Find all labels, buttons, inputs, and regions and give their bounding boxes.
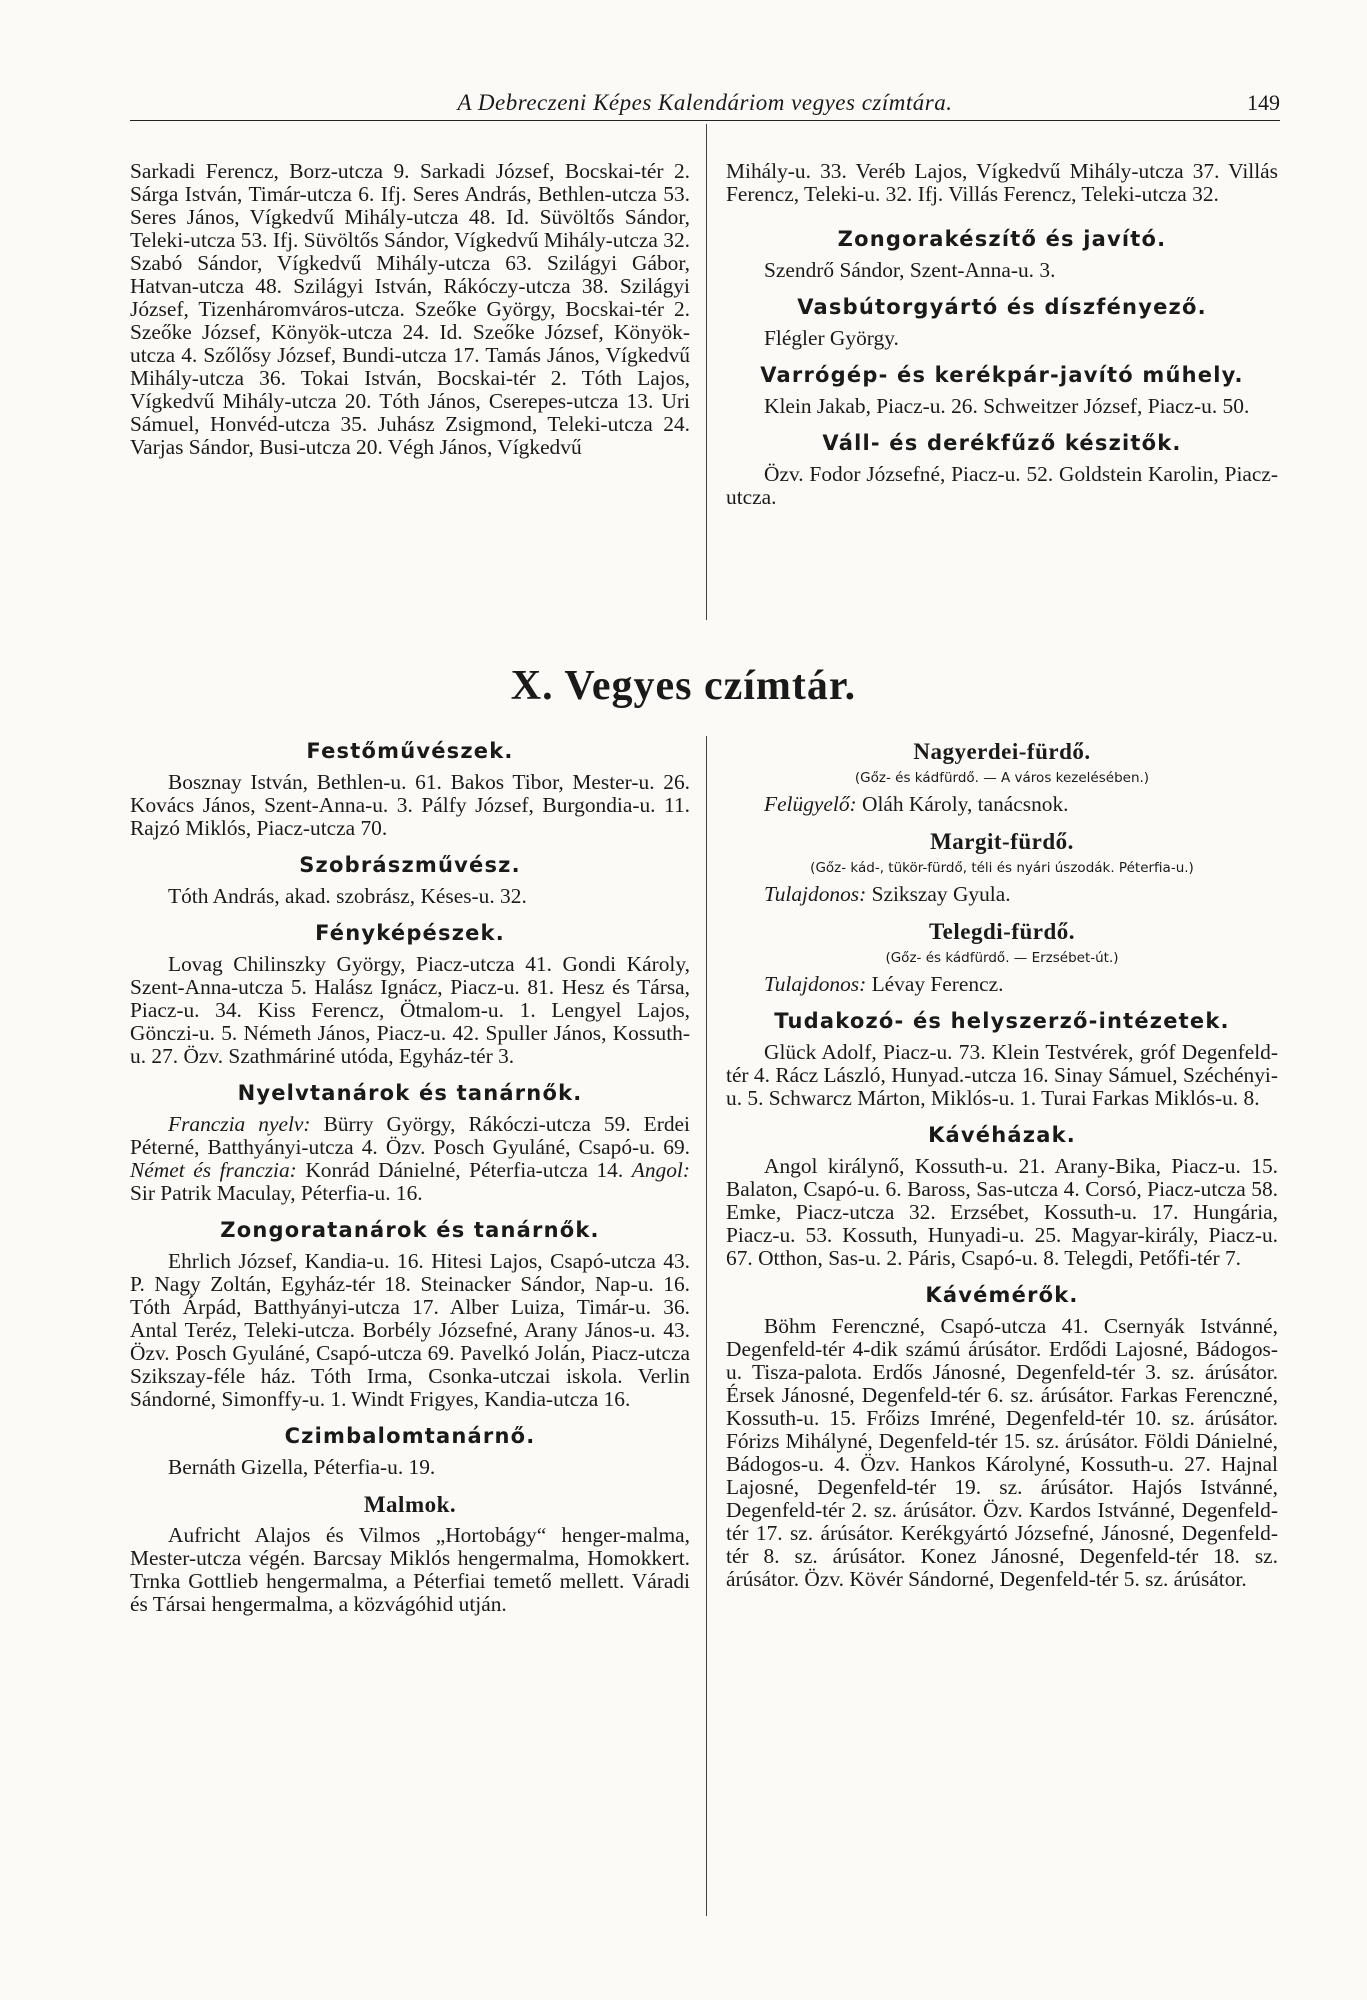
section-body: Klein Jakab, Piacz-u. 26. Schweitzer József, Piacz-u. 50.	[764, 394, 1250, 418]
text-nemet-franczia: Konrád Dánielné, Péterfia-utcza 14.	[296, 1158, 632, 1182]
section-title: Zongoratanárok és tanárnők.	[220, 1218, 600, 1242]
top-left-column	[130, 160, 690, 459]
section-title: Vasbútorgyártó és díszfényező.	[797, 295, 1207, 319]
section-body: Aufricht Alajos és Vilmos „Hortobágy“ henger-malma, Mester-utcza végén. Barcsay Miklós hengermalma, Homokkert. Trnka Gottlieb hengermalma, a Péterfiai temető mellett. Váradi és Társai hengermalma, a közvágóhid utján.	[130, 1523, 690, 1616]
section-body: Lovag Chilinszky György, Piacz-utcza 41. Gondi Károly, Szent-Anna-utcza 5. Halász Ignácz, Piacz-u. 81. Hesz és Társa, Piacz-u. 34. Kiss Ferencz, Ötmalom-u. 1. Lengyel Lajos, Gönczi-u. 5. Németh János, Piacz-u. 42. Spuller János, Kossuth-u. 27. Özv. Szathmáriné utóda, Egyház-tér 3.	[130, 952, 690, 1068]
section-title: Váll- és derékfűző készitők.	[822, 431, 1182, 455]
label-nemet-franczia: Német és franczia:	[130, 1158, 297, 1182]
bottom-right-column	[726, 740, 1278, 1591]
bath-role-value: Oláh Károly, tanácsnok.	[856, 792, 1069, 816]
section-body: Ehrlich József, Kandia-u. 16. Hitesi Lajos, Csapó-utcza 43. P. Nagy Zoltán, Egyház-tér 18. Steinacker Sándor, Nap-u. 16. Tóth Árpád, Batthyányi-utcza 17. Alber Luiza, Timár-u. 36. Antal Teréz, Teleki-utcza. Borbély Józsefné, Arany János-u. 43. Özv. Posch Gyuláné, Csapó-utcza 69. Pavelkó Jolán, Piacz-utcza Szikszay-féle ház. Tóth Irma, Csonka-utczai iskola. Verlin Sándorné, Simonffy-u. 1. Windt Frigyes, Kandia-utcza 16.	[130, 1249, 690, 1411]
text-angol: Sir Patrik Maculay, Péterfia-u. 16.	[130, 1181, 423, 1205]
section-title: Fényképészek.	[315, 921, 505, 945]
section-body: Tóth András, akad. szobrász, Késes-u. 32.	[168, 884, 527, 908]
section-title: Kávéházak.	[928, 1123, 1076, 1147]
section-title: Tudakozó- és helyszerző-intézetek.	[774, 1009, 1230, 1033]
bath-body	[726, 883, 1278, 906]
page-number: 149	[1247, 90, 1280, 115]
bath-title: Nagyerdei-fürdő.	[913, 739, 1091, 764]
top-right-column	[726, 160, 1278, 509]
section-body: Özv. Fodor Józsefné, Piacz-u. 52. Goldstein Karolin, Piacz-utcza.	[726, 462, 1278, 509]
section-title: Varrógép- és kerékpár-javító műhely.	[760, 363, 1244, 387]
bath-role-value: Szikszay Gyula.	[866, 882, 1011, 906]
section-body: Bosznay István, Bethlen-u. 61. Bakos Tibor, Mester-u. 26. Kovács János, Szent-Anna-u. 3. Pálfy József, Burgondia-u. 11. Rajzó Miklós, Piacz-utcza 70.	[130, 770, 690, 840]
bath-note: (Gőz- és kádfürdő. — Erzsébet-út.)	[885, 950, 1119, 966]
main-heading: X. Vegyes czímtár.	[510, 663, 857, 709]
column-divider-bottom	[706, 736, 707, 1916]
section-title: Nyelvtanárok és tanárnők.	[237, 1081, 583, 1105]
section-body: Glück Adolf, Piacz-u. 73. Klein Testvérek, gróf Degenfeld-tér 4. Rácz László, Hunyad.-utcza 16. Sinay Sámuel, Széchényi-u. 5. Schwarcz Márton, Miklós-u. 1. Turai Farkas Miklós-u. 8.	[726, 1040, 1278, 1110]
language-teachers-body	[130, 1113, 690, 1205]
bath-title: Margit-fürdő.	[930, 829, 1074, 854]
section-body: Angol királynő, Kossuth-u. 21. Arany-Bika, Piacz-u. 15. Balaton, Csapó-u. 6. Baross, Sas-utcza 4. Corsó, Piacz-utcza 58. Emke, Piacz-utcza 32. Erzsébet, Kossuth-u. 17. Hungária, Piacz-u. 53. Kossuth, Hunyadi-u. 25. Magyar-király, Piacz-u. 67. Otthon, Sas-u. 2. Páris, Csapó-u. 8. Telegdi, Petőfi-tér 7.	[726, 1154, 1278, 1270]
column-divider-top	[706, 124, 707, 620]
section-title: Czimbalomtanárnő.	[284, 1424, 536, 1448]
running-header	[130, 88, 1280, 121]
section-body: Böhm Ferenczné, Csapó-utcza 41. Csernyák Istvánné, Degenfeld-tér 4-dik számú árúsátor. Erdődi Lajosné, Bádogos-u. Tisza-palota. Erdős Jánosné, Degenfeld-tér 3. sz. árúsátor. Érsek Jánosné, Degenfeld-tér 6. sz. árúsátor. Farkas Ferenczné, Kossuth-u. 15. Frőizs Imréné, Degenfeld-tér 10. sz. árúsátor. Fórizs Mihályné, Degenfeld-tér 15. sz. árúsátor. Földi Dánielné, Bádogos-u. 4. Özv. Hankos Károlyné, Kossuth-u. 27. Hajnal Lajosné, Degenfeld-tér 19. sz. árúsátor. Hajós Istvánné, Degenfeld-tér 2. sz. árúsátor. Özv. Kardos Istvánné, Degenfeld-tér 17. sz. árúsátor. Kerékgyártó Józsefné, Jánosné, Degenfeld-tér 8. sz. árúsátor. Konez Jánosné, Degenfeld-tér 18. sz. árúsátor. Özv. Kövér Sándorné, Degenfeld-tér 5. sz. árúsátor.	[726, 1314, 1278, 1591]
bath-body	[726, 793, 1278, 816]
section-body: Szendrő Sándor, Szent-Anna-u. 3.	[764, 258, 1056, 282]
bath-role-label: Tulajdonos:	[764, 972, 867, 996]
section-body: Bernáth Gizella, Péterfia-u. 19.	[168, 1455, 436, 1479]
label-franczia: Franczia nyelv:	[168, 1112, 311, 1136]
top-left-text: Sarkadi Ferencz, Borz-utcza 9. Sarkadi József, Bocskai-tér 2. Sárga István, Timár-utcza 6. Ifj. Seres András, Bethlen-utcza 53. Seres János, Vígkedvű Mihály-utcza 48. Id. Süvöltős Sándor, Teleki-utcza 53. Ifj. Süvöltős Sándor, Vígkedvű Mihály-utcza 32. Szabó Sándor, Vígkedvű Mihály-utcza 63. Szilágyi Gábor, Hatvan-utcza 48. Szilágyi István, Rákóczy-utcza 38. Szilágyi József, Tizenháromváros-utcza. Szeőke György, Bocskai-tér 2. Szeőke József, Könyök-utcza 24. Id. Szeőke József, Könyök-utcza 4. Szőlősy József, Bundi-utcza 17. Tamás János, Vígkedvű Mihály-utcza 36. Tokai István, Bocskai-tér 2. Tóth Lajos, Vígkedvű Mihály-utcza 20. Tóth János, Cserepes-utcza 13. Uri Sámuel, Honvéd-utcza 35. Juhász Zsigmond, Teleki-utcza 24. Varjas Sándor, Busi-utcza 20. Végh János, Vígkedvű	[130, 159, 690, 459]
bath-note: (Gőz- és kádfürdő. — A város kezelésében.)	[854, 770, 1150, 786]
bath-note: (Gőz- kád-, tükör-fürdő, téli és nyári úszodák. Péterfia-u.)	[810, 860, 1194, 876]
section-title: Festőművészek.	[306, 739, 514, 763]
bath-title: Telegdi-fürdő.	[928, 919, 1076, 944]
section-title: Zongorakészítő és javító.	[837, 227, 1167, 251]
top-right-continuation: Mihály-u. 33. Veréb Lajos, Vígkedvű Mihály-utcza 37. Villás Ferencz, Teleki-u. 32. Ifj. Villás Ferencz, Teleki-utcza 32.	[726, 159, 1278, 206]
running-title: A Debreczeni Képes Kalendáriom vegyes czímtára.	[457, 90, 953, 115]
section-title: Szobrászművész.	[299, 853, 521, 877]
label-angol: Angol:	[631, 1158, 690, 1182]
bath-role-label: Felügyelő:	[764, 792, 857, 816]
text-franczia: Bürry György, Rákóczi-utcza 59. Erdei Péterné, Batthyányi-utcza 4. Özv. Posch Gyuláné, Csapó-u. 69.	[130, 1112, 690, 1159]
bath-role-value: Lévay Ferencz.	[866, 972, 1004, 996]
section-title: Kávémérők.	[925, 1283, 1079, 1307]
section-body: Flégler György.	[764, 326, 899, 350]
bath-role-label: Tulajdonos:	[764, 882, 867, 906]
bath-body	[726, 973, 1278, 996]
section-title: Malmok.	[363, 1492, 457, 1517]
bottom-left-column	[130, 740, 690, 1616]
